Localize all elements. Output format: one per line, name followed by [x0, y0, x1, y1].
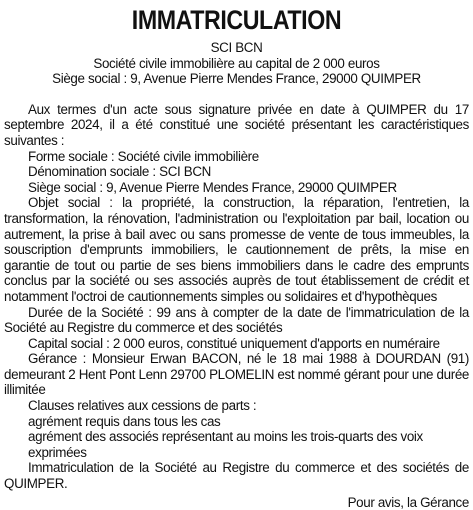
capital-line: Capital social : 2 000 euros, constitué uniquement d'apports en numéraire [28, 335, 440, 351]
intro-paragraph: Aux termes d'un acte sous signature privée en date à QUIMPER du 17 septembre 2024, il a été constitué une société présentant les caractéristiques suivantes : [4, 101, 469, 148]
section-spacer [4, 87, 469, 102]
company-form: Société civile immobilière au capital de 2 000 euros [93, 55, 380, 71]
share-transfer-rule: agrément requis dans tous les cas [28, 413, 221, 429]
signature-line: Pour avis, la Gérance [347, 494, 469, 510]
share-transfer-rule: agrément des associés représentant au moins les trois-quarts des voix exprimées [28, 429, 423, 460]
seat-line: Siège social : 9, Avenue Pierre Mendes France, 29000 QUIMPER [28, 179, 397, 195]
purpose-paragraph: Objet social : la propriété, la construction, la réparation, l'entretien, la transformation, la rénovation, l'administration ou l'exploitation par bail, location ou autrement, la prise à bail avec ou sans promesse de vente de tous immeubles, la souscription d'emprunts immobiliers, le cautionnement de prêts, la mise en garantie de tout ou partie de ses biens immobiliers dans le cadre des emprunts conclus par la société ou ses associés auprès de tout établissement de crédit et notamment l'octroi de cautionnements simples ou solidaires et d'hypothèques [4, 195, 469, 304]
company-name: SCI BCN [210, 40, 263, 55]
denomination-line: Dénomination sociale : SCI BCN [28, 164, 212, 180]
registration-paragraph: Immatriculation de la Société au Registre du commerce et des sociétés de QUIMPER. [4, 460, 469, 492]
share-transfer-heading: Clauses relatives aux cessions de parts : [28, 398, 257, 414]
company-head-office: Siège social : 9, Avenue Pierre Mendes France, 29000 QUIMPER [52, 71, 421, 87]
duration-paragraph: Durée de la Société : 99 ans à compter de la date de l'immatriculation de la Société au Registre du commerce et des sociétés [4, 304, 469, 336]
legal-form-line: Forme sociale : Société civile immobilière [28, 148, 259, 164]
notice-title: IMMATRICULATION [131, 5, 342, 35]
management-paragraph: Gérance : Monsieur Erwan BACON, né le 18 mai 1988 à DOURDAN (91) demeurant 2 Hent Pont Lenn 29700 PLOMELIN est nommé gérant pour une durée illimitée [4, 351, 470, 398]
